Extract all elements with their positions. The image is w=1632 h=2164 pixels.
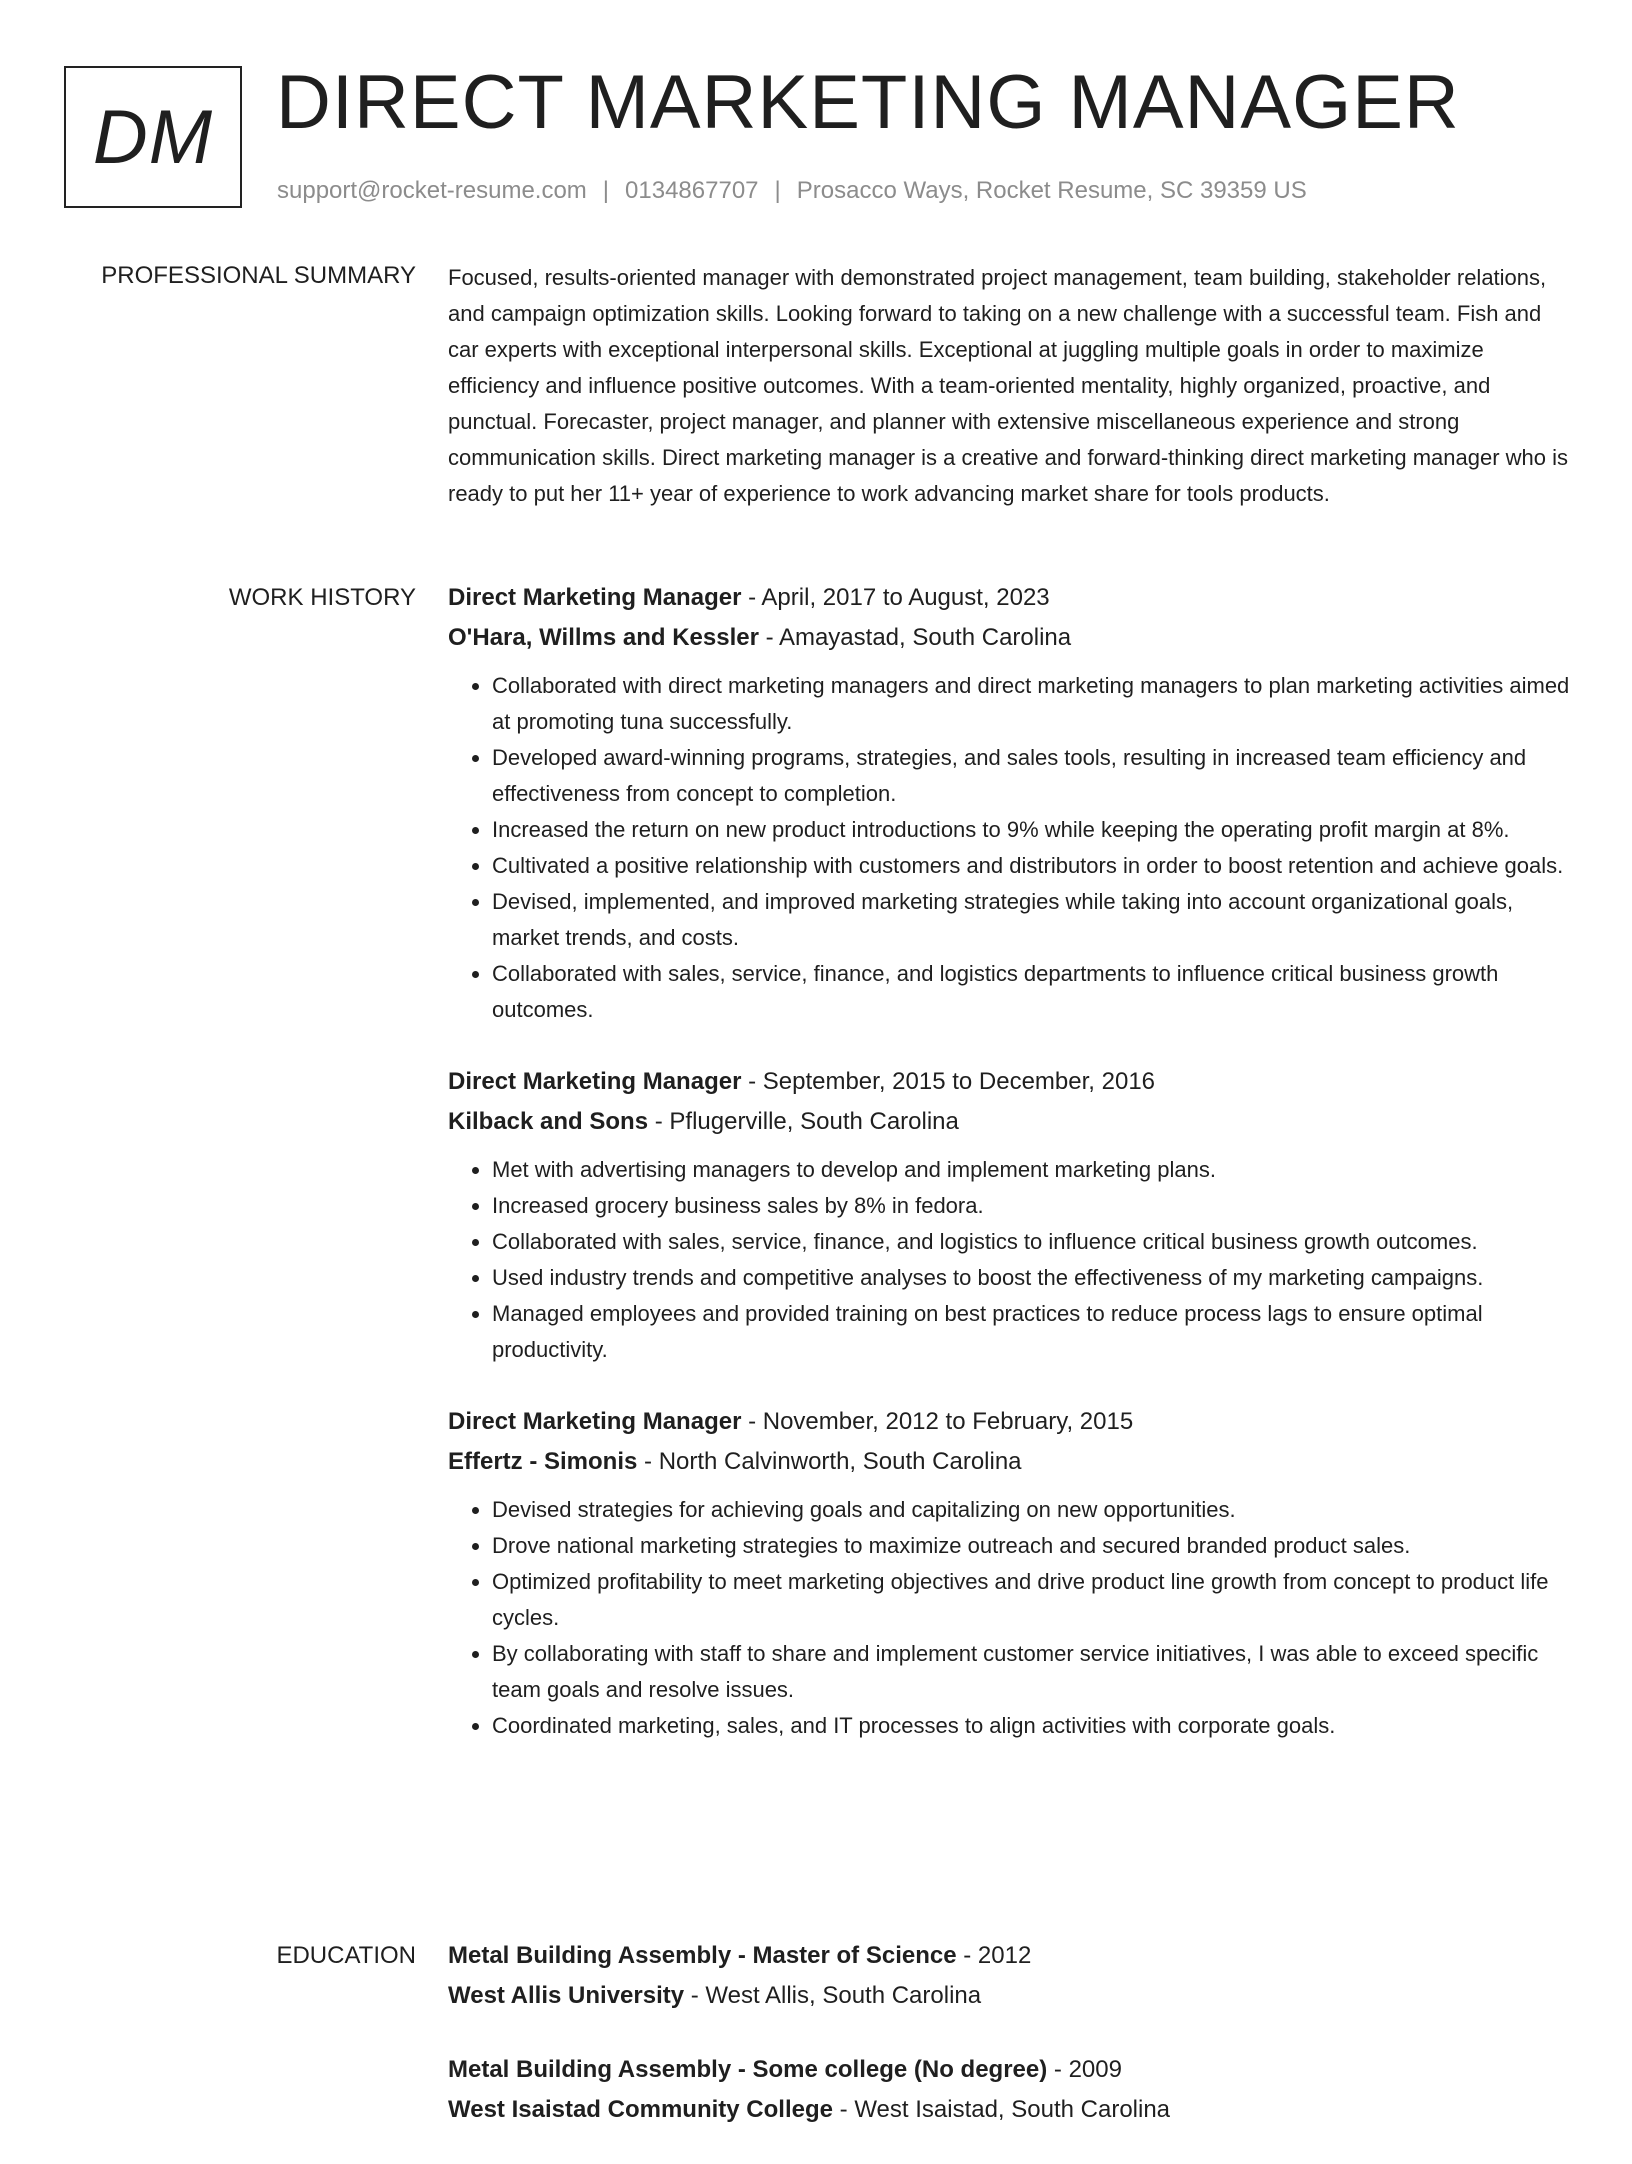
job-bullet: • Collaborated with sales, service, finance, and logistics departments to influence critical business growth outcomes. [492, 956, 1572, 1028]
work-history-heading: WORK HISTORY [228, 584, 416, 611]
job-bullet: • By collaborating with staff to share and implement customer service initiatives, I was able to exceed specific team goals and resolve issues. [492, 1636, 1572, 1708]
job-company: Effertz - Simonis [448, 1448, 638, 1475]
education-school-line [448, 1976, 1572, 2016]
education-entry [448, 2050, 1572, 2130]
job-bullet: • Increased the return on new product introductions to 9% while keeping the operating profit margin at 8%. [492, 812, 1572, 848]
education-school: West Allis University [448, 1982, 685, 2009]
job-bullet: • Developed award-winning programs, strategies, and sales tools, resulting in increased team efficiency and effectiveness from concept to completion. [492, 740, 1572, 812]
education-location: - West Allis, South Carolina [684, 1982, 982, 2009]
job-bullet: • Drove national marketing strategies to maximize outreach and secured branded product sales. [492, 1528, 1572, 1564]
job-title-line [448, 1402, 1572, 1442]
contact-email: support@rocket-resume.com [277, 177, 587, 204]
job-bullet: • Managed employees and provided training on best practices to reduce process lags to ensure optimal productivity. [492, 1296, 1572, 1368]
monogram-initials: DM [92, 94, 214, 180]
job-title-line [448, 1062, 1572, 1102]
job-location: - Pflugerville, South Carolina [648, 1108, 959, 1135]
work-history-body [448, 578, 1572, 1778]
job-bullet: • Devised, implemented, and improved marketing strategies while taking into account organizational goals, market trends, and costs. [492, 884, 1572, 956]
job-bullet: • Optimized profitability to meet marketing objectives and drive product line growth from concept to product life cycles. [492, 1564, 1572, 1636]
education-degree: Metal Building Assembly - Master of Science [448, 1942, 957, 1969]
education-school: West Isaistad Community College [448, 2096, 833, 2123]
job-bullets [448, 668, 1572, 1028]
job-title: Direct Marketing Manager [448, 1408, 742, 1435]
education-year: - 2012 [956, 1942, 1032, 1969]
education-heading: EDUCATION [276, 1942, 416, 1969]
job-dates: - November, 2012 to February, 2015 [741, 1408, 1134, 1435]
job-bullets [448, 1492, 1572, 1744]
job-bullet: • Collaborated with sales, service, finance, and logistics to influence critical business growth outcomes. [492, 1224, 1572, 1260]
job-entry [448, 1062, 1572, 1368]
job-title: Direct Marketing Manager [448, 584, 742, 611]
job-title-line [448, 578, 1572, 618]
job-dates: - September, 2015 to December, 2016 [741, 1068, 1156, 1095]
contact-line [277, 176, 1307, 206]
contact-separator: | [602, 177, 610, 204]
job-bullets [448, 1152, 1572, 1368]
contact-separator: | [774, 177, 781, 204]
monogram-box [64, 66, 242, 208]
resume-title: DIRECT MARKETING MANAGER [276, 60, 1460, 145]
contact-address: Prosacco Ways, Rocket Resume, SC 39359 US [796, 177, 1307, 204]
summary-heading: PROFESSIONAL SUMMARY [101, 262, 416, 289]
contact-phone: 0134867707 [625, 177, 759, 204]
job-bullet: • Cultivated a positive relationship with customers and distributors in order to boost retention and achieve goals. [492, 848, 1572, 884]
job-location: - Amayastad, South Carolina [758, 624, 1072, 651]
job-company-line [448, 1102, 1572, 1142]
education-degree-line [448, 1936, 1572, 1976]
job-bullet: • Collaborated with direct marketing managers and direct marketing managers to plan marketing activities aimed at promoting tuna successfully. [492, 668, 1572, 740]
education-degree: Metal Building Assembly - Some college (No degree) [448, 2056, 1048, 2083]
job-title: Direct Marketing Manager [448, 1068, 742, 1095]
education-school-line [448, 2090, 1572, 2130]
job-company: Kilback and Sons [448, 1108, 649, 1135]
education-entry [448, 1936, 1572, 2016]
job-bullet: • Devised strategies for achieving goals and capitalizing on new opportunities. [492, 1492, 1572, 1528]
job-dates: - April, 2017 to August, 2023 [741, 584, 1050, 611]
job-bullet: • Increased grocery business sales by 8% in fedora. [492, 1188, 1572, 1224]
education-year: - 2009 [1047, 2056, 1122, 2083]
job-company-line [448, 1442, 1572, 1482]
summary-text: Focused, results-oriented manager with demonstrated project management, team building, stakeholder relations, and campaign optimization skills. Looking forward to taking on a new challenge with a successful team. Fish and car experts with exceptional interpersonal skills. Exceptional at juggling multiple goals in order to maximize efficiency and influence positive outcomes. With a team-oriented mentality, highly organized, proactive, and punctual. Forecaster, project manager, and planner with extensive miscellaneous experience and strong communication skills. Direct marketing manager is a creative and forward-thinking direct marketing manager who is ready to put her 11+ year of experience to work advancing market share for tools products. [448, 265, 1569, 506]
job-entry [448, 578, 1572, 1028]
job-bullet: • Met with advertising managers to develop and implement marketing plans. [492, 1152, 1572, 1188]
job-company: O'Hara, Willms and Kessler [448, 624, 759, 651]
education-body [448, 1936, 1572, 2164]
job-company-line [448, 618, 1572, 658]
education-location: - West Isaistad, South Carolina [832, 2096, 1171, 2123]
job-bullet: • Coordinated marketing, sales, and IT processes to align activities with corporate goals. [492, 1708, 1572, 1744]
education-degree-line [448, 2050, 1572, 2090]
job-bullet: • Used industry trends and competitive analyses to boost the effectiveness of my marketing campaigns. [492, 1260, 1572, 1296]
summary-body [448, 260, 1572, 512]
job-entry [448, 1402, 1572, 1744]
job-location: - North Calvinworth, South Carolina [637, 1448, 1022, 1475]
